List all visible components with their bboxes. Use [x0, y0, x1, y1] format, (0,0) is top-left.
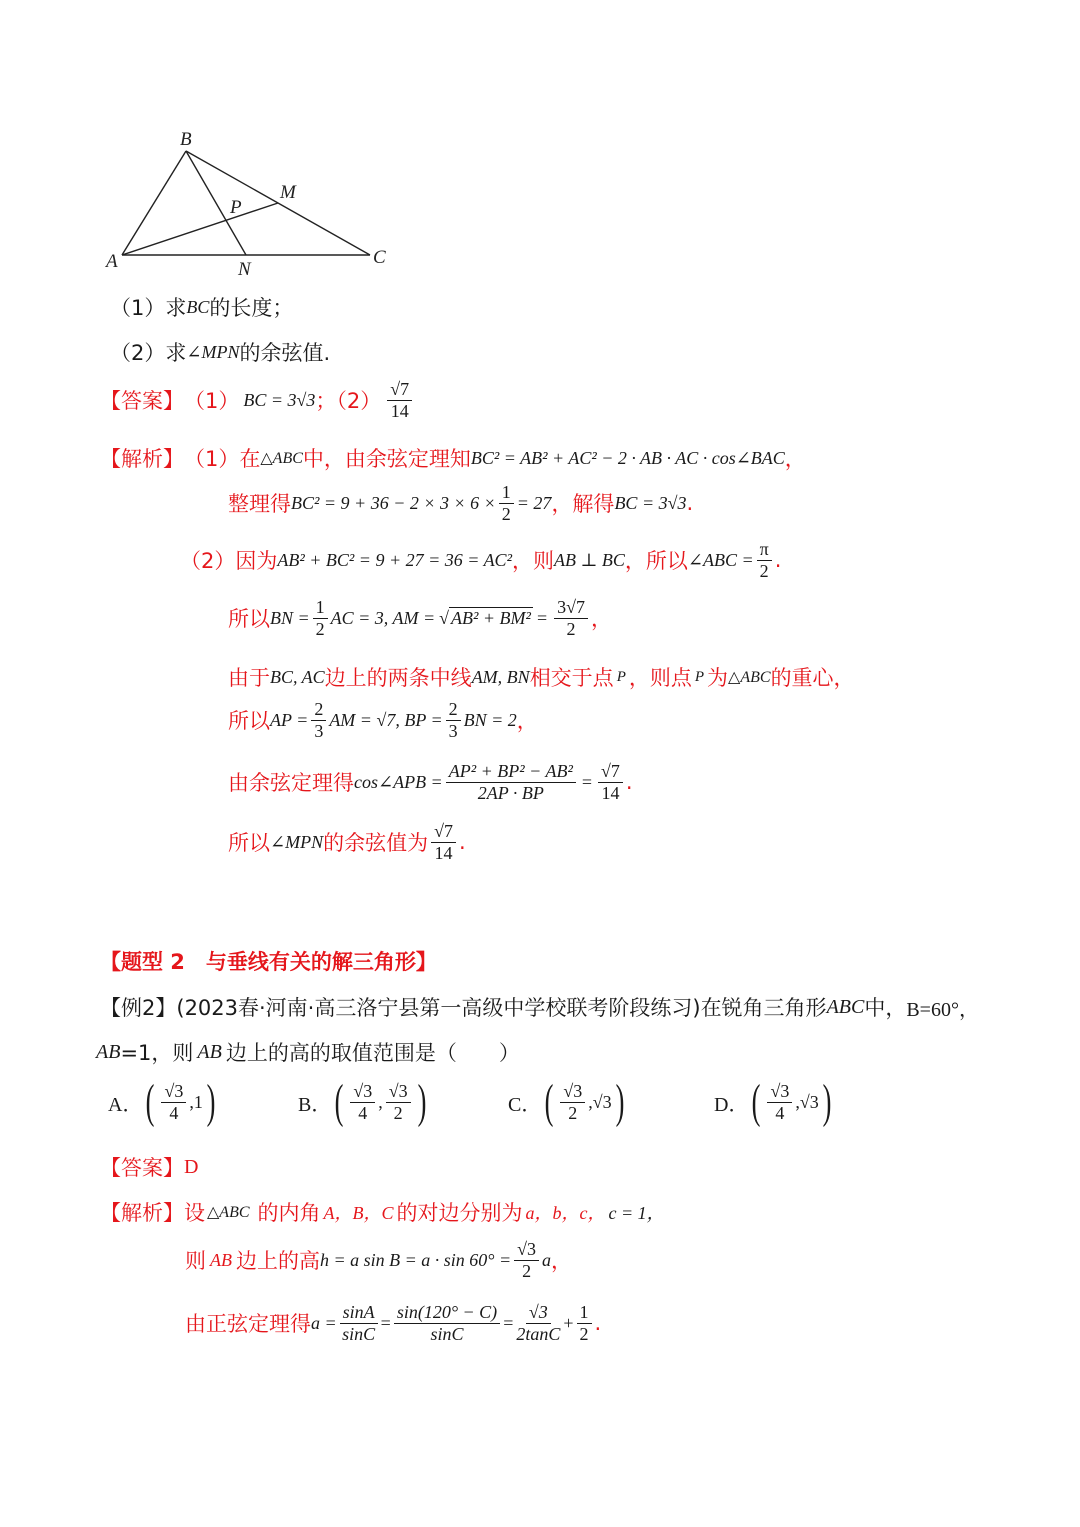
fraction-denominator: 4: [358, 1102, 368, 1123]
fraction-numerator: √3: [350, 1082, 375, 1103]
q2-var: ∠MPN: [186, 341, 240, 362]
math-expr: B=60°，: [906, 998, 979, 1021]
question-1: [110, 292, 293, 322]
fraction: [446, 700, 461, 741]
option-label: B．: [298, 1093, 332, 1116]
option-label: D．: [714, 1093, 749, 1116]
median-am: [122, 203, 278, 255]
analysis-2-line-3: [185, 1303, 601, 1344]
text: .: [458, 830, 466, 855]
math-expr: AM, BN: [471, 666, 530, 687]
fraction-numerator: 1: [577, 1303, 592, 1324]
fraction: [499, 483, 514, 524]
example-2-line-2: [96, 1037, 520, 1067]
answer-1: [100, 380, 415, 421]
analysis-2-line-2: [185, 1240, 572, 1281]
math-expr: AC = 3, AM =: [330, 607, 436, 628]
plus: +: [563, 1312, 574, 1333]
label-n: N: [238, 259, 251, 280]
text: .: [774, 548, 782, 573]
text: 的重心，: [770, 666, 855, 690]
text: ，: [551, 1249, 573, 1274]
fraction: [386, 1082, 411, 1123]
text: 边上的高: [236, 1249, 320, 1274]
analysis-2-line-1: [100, 1197, 665, 1227]
answer-sep: ；（2）: [315, 389, 382, 414]
fraction-numerator: √3: [526, 1303, 551, 1324]
fraction-denominator: sinC: [430, 1323, 464, 1344]
fraction-denominator: 14: [434, 842, 453, 863]
open-paren: (: [752, 1075, 761, 1128]
answer-tag: 【答案】: [100, 1156, 184, 1180]
text: 由余弦定理得: [228, 771, 354, 796]
math-expr: ∠MPN: [270, 831, 324, 852]
analysis-1-line-5: [228, 662, 855, 692]
fraction: [340, 1303, 378, 1344]
fraction: [560, 1082, 585, 1123]
fraction: [554, 598, 588, 639]
text: 则: [185, 1249, 206, 1274]
answer-fraction: [387, 380, 412, 421]
math-expr: AB: [197, 1040, 222, 1063]
fraction: [516, 1303, 560, 1344]
fraction: [311, 700, 326, 741]
label-c: C: [373, 247, 386, 268]
segment-ab: [122, 151, 186, 255]
text: 边上的高的取值范围是（ ）: [225, 1041, 520, 1065]
math-expr: P: [616, 668, 626, 685]
equals: =: [503, 1312, 514, 1333]
open-paren: (: [334, 1075, 344, 1128]
q2-suffix: 的余弦值.: [239, 341, 331, 365]
text: ，: [590, 607, 612, 632]
fraction: [350, 1082, 375, 1123]
math-expr: h = a sin B = a · sin 60° =: [320, 1249, 512, 1270]
fraction-denominator: 2: [315, 618, 325, 639]
text: 由于: [228, 666, 270, 690]
label-b: B: [180, 129, 192, 150]
fraction-numerator: √3: [560, 1082, 585, 1103]
fraction-numerator: √3: [161, 1082, 186, 1103]
answer-value: D: [184, 1155, 199, 1178]
fraction-numerator: √3: [386, 1082, 411, 1103]
analysis-tag: 【解析】: [100, 447, 184, 471]
open-paren: (: [544, 1075, 554, 1128]
analysis-1-line-7: [228, 762, 633, 803]
equals: =: [380, 1312, 391, 1333]
example-source: (2023春·河南·高三洛宁县第一高级中学校联考阶段练习): [176, 996, 701, 1020]
fraction-denominator: 2: [568, 1102, 578, 1123]
triangle-symbol: △ABC: [728, 669, 771, 686]
fraction-numerator: √7: [431, 822, 456, 843]
math-expr: ABC: [826, 995, 865, 1018]
option-d-upper: √3: [799, 1091, 819, 1112]
label-m: M: [280, 182, 296, 203]
fraction: [431, 822, 456, 863]
analysis-1-line-4: [228, 598, 612, 639]
math-expr: ∠ABC =: [687, 549, 754, 570]
answer-tag: 【答案】: [100, 389, 184, 414]
equals: =: [581, 771, 593, 792]
text: 边上的两条中线: [324, 666, 472, 690]
fraction-denominator: 3: [448, 720, 458, 741]
text: .: [686, 491, 694, 516]
text: ，: [784, 447, 806, 471]
text: .: [625, 770, 633, 795]
text: 设: [184, 1201, 205, 1225]
fraction-numerator: sinA: [340, 1303, 378, 1324]
text: （1）在: [184, 447, 261, 471]
math-expr: AB² + BC² = 9 + 27 = 36 = AC²: [277, 549, 512, 570]
close-paren: ): [417, 1075, 426, 1128]
text: 的对边分别为: [396, 1201, 523, 1225]
text: （2）因为: [180, 549, 278, 574]
fraction: [514, 1240, 539, 1281]
analysis-tag: 【解析】: [100, 1201, 184, 1225]
fraction-denominator: 2: [579, 1323, 589, 1344]
text: 相交于点: [529, 666, 614, 690]
option-a-upper: 1: [193, 1091, 203, 1112]
analysis-1-line-8: [228, 822, 466, 863]
text: ，则点: [628, 666, 692, 690]
close-paren: ): [206, 1075, 216, 1128]
fraction-numerator: √3: [767, 1082, 792, 1103]
math-expr: BC = 3√3: [614, 492, 687, 513]
answer-expr1: BC = 3√3: [243, 389, 316, 410]
close-paren: ): [615, 1075, 624, 1128]
sqrt-radicand: AB² + BM²: [451, 608, 531, 629]
fraction-numerator: √7: [598, 762, 623, 783]
fraction-denominator: 14: [390, 400, 409, 421]
q2-prefix: （2）求: [110, 341, 187, 365]
triangle-symbol: △ABC: [260, 450, 303, 467]
fraction-denominator: 14: [601, 782, 620, 803]
math-expr: c = 1，: [608, 1203, 665, 1223]
fraction-denominator: 2: [522, 1260, 532, 1281]
text: =1，则: [120, 1041, 194, 1065]
fraction-numerator: 1: [313, 598, 328, 619]
fraction-denominator: 2: [566, 618, 576, 639]
fraction: [577, 1303, 592, 1344]
math-expr: AP =: [270, 709, 309, 730]
option-a[interactable]: A． ( $\frac{√3}{4}$ , 1 ): [108, 1075, 216, 1128]
q1-prefix: （1）求: [110, 296, 187, 320]
fraction: [446, 762, 576, 803]
text: 所以: [228, 709, 270, 734]
answer-2: [100, 1152, 198, 1182]
option-c[interactable]: C． ( $\frac{√3}{2}$ , √3 ): [508, 1075, 624, 1128]
math-expr: BC² = AB² + AC² − 2 · AB · AC · cos∠BAC: [470, 447, 785, 468]
text: 中，: [864, 996, 907, 1020]
text: ，: [516, 709, 538, 734]
example-2-line-1: [100, 992, 979, 1022]
fraction-denominator: 2AP · BP: [477, 782, 544, 803]
text: 由正弦定理得: [185, 1312, 311, 1337]
text: 中，由余弦定理知: [302, 447, 471, 471]
triangle-figure: [100, 125, 400, 285]
text: 在锐角三角形: [700, 996, 827, 1020]
fraction-denominator: 4: [775, 1102, 785, 1123]
option-label: C．: [508, 1093, 542, 1116]
fraction-numerator: √3: [514, 1240, 539, 1261]
example-tag: 【例2】: [100, 996, 177, 1020]
fraction: [394, 1303, 500, 1344]
analysis-1-line-2: [228, 483, 693, 524]
fraction-denominator: sinC: [342, 1323, 376, 1344]
analysis-1-line-1: [100, 443, 806, 473]
q1-suffix: 的长度；: [209, 296, 294, 320]
fraction-denominator: 2: [501, 503, 511, 524]
text: 为: [707, 666, 729, 690]
text: 整理得: [228, 492, 291, 517]
text: 的余弦值为: [323, 831, 429, 856]
label-p: P: [230, 197, 242, 218]
math-expr: AB: [210, 1249, 232, 1270]
fraction-denominator: 2tanC: [516, 1323, 561, 1344]
fraction: [313, 598, 328, 639]
fraction-numerator: 1: [499, 483, 514, 504]
math-expr: BN =: [270, 607, 310, 628]
option-c-upper: √3: [592, 1091, 612, 1112]
fraction: [767, 1082, 792, 1123]
math-expr: AB ⊥ BC: [553, 549, 625, 570]
q1-var: BC: [186, 296, 210, 317]
fraction: [161, 1082, 186, 1123]
option-b[interactable]: B． ( $\frac{√3}{4}$ , $\frac{√3}{2}$ ): [298, 1075, 426, 1128]
fraction-denominator: 4: [169, 1102, 179, 1123]
option-d[interactable]: D． ( $\frac{√3}{4}$ , √3 ): [714, 1075, 832, 1128]
label-a: A: [106, 251, 118, 272]
fraction-numerator: π: [757, 540, 772, 561]
text: 的内角: [257, 1201, 321, 1225]
fraction-numerator: 3√7: [554, 598, 588, 619]
math-expr: BN = 2: [463, 709, 517, 730]
math-expr: a =: [311, 1312, 337, 1333]
fraction-numerator: 2: [311, 700, 326, 721]
fraction-denominator: 2: [393, 1102, 403, 1123]
text: 所以: [228, 831, 270, 856]
math-expr: A，B，C: [323, 1203, 394, 1223]
open-paren: (: [146, 1075, 155, 1128]
option-label: A．: [108, 1093, 143, 1116]
fraction: [598, 762, 623, 803]
math-expr: AB: [96, 1040, 121, 1063]
analysis-1-line-6: [228, 700, 538, 741]
math-expr: cos∠APB =: [354, 771, 443, 792]
text: .: [594, 1311, 602, 1336]
section-title: [100, 946, 437, 976]
fraction-denominator: 3: [314, 720, 324, 741]
math-expr: = 27: [516, 492, 552, 513]
math-expr: AM = √7, BP =: [329, 709, 443, 730]
text: ，则: [511, 549, 554, 574]
sqrt-symbol: √: [439, 607, 450, 628]
triangle-symbol: △ABC: [207, 1204, 250, 1221]
text: 所以: [228, 607, 270, 632]
fraction-numerator: sin(120° − C): [394, 1303, 500, 1324]
fraction-numerator: √7: [387, 380, 412, 401]
math-expr: P: [694, 668, 705, 685]
section-title-text: 【题型 2 与垂线有关的解三角形】: [100, 950, 437, 974]
text: ，所以: [624, 549, 688, 574]
math-expr: BC² = 9 + 36 − 2 × 3 × 6 ×: [291, 492, 496, 513]
math-expr: a: [542, 1249, 552, 1270]
math-expr: BC, AC: [270, 666, 325, 687]
math-expr: a，b，c，: [525, 1203, 606, 1223]
fraction-numerator: AP² + BP² − AB²: [446, 762, 576, 783]
fraction-denominator: 2: [759, 560, 769, 581]
text: ，解得: [551, 492, 615, 517]
analysis-1-line-3: [180, 540, 781, 581]
equals: =: [536, 607, 548, 628]
question-2: [110, 337, 330, 367]
answer-part1: （1）: [184, 389, 240, 414]
close-paren: ): [822, 1075, 832, 1128]
fraction-numerator: 2: [446, 700, 461, 721]
fraction: [757, 540, 772, 581]
